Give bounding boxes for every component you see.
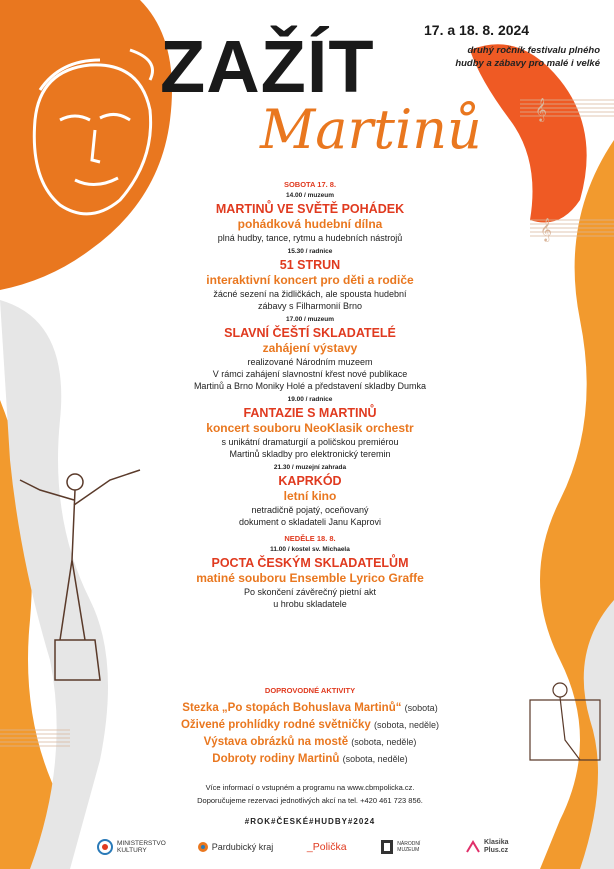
saturday-events [150, 192, 470, 528]
event-subtitle: letní kino [283, 489, 337, 503]
museum-emblem-icon [380, 839, 394, 855]
side-activity-name: Dobroty rodiny Martinů [212, 753, 340, 765]
side-activities-heading: DOPROVODNÉ AKTIVITY [264, 686, 356, 695]
event-description: Martinů skladby pro elektronický teremin [229, 449, 391, 459]
logo-policka [307, 841, 347, 853]
day-heading-sunday: NEDĚLE 18. 8. [284, 534, 336, 543]
event-title: SLAVNÍ ČEŠTÍ SKLADATELÉ [224, 326, 396, 340]
logo-label: MINISTERSTVO KULTURY [117, 840, 166, 854]
region-emblem-icon [197, 841, 209, 853]
event-subtitle: koncert souboru NeoKlasik orchestr [206, 421, 414, 435]
event-description: Po skončení závěrečný pietní akt [243, 587, 377, 597]
side-activity-name: Stezka „Po stopách Bohuslava Martinů“ [182, 702, 402, 714]
event-time: 19.00 / radnice [287, 396, 333, 403]
logo-ministerstvo-kultury [96, 838, 166, 856]
side-activity-item [120, 717, 500, 734]
event-title: 51 STRUN [279, 258, 341, 272]
event-title: MARTINŮ VE SVĚTĚ POHÁDEK [215, 202, 405, 216]
event-description: u hrobu skladatele [273, 599, 347, 609]
event-description: realizované Národním muzeem [247, 357, 373, 367]
day-heading-saturday: SOBOTA 17. 8. [283, 180, 337, 189]
festival-date: 17. a 18. 8. 2024 [424, 22, 530, 38]
side-activity-item [120, 734, 500, 751]
program-event [150, 396, 470, 460]
partner-logos [96, 834, 522, 860]
program-event [150, 192, 470, 244]
program [150, 178, 470, 610]
event-description: žácné sezení na židličkách, ale spousta hudební [213, 289, 407, 299]
event-subtitle: pohádková hudební dílna [237, 217, 383, 231]
event-description: zábavy s Filharmonií Brno [257, 301, 363, 311]
logo-label: Pardubický kraj [211, 842, 274, 852]
info-line-2: Doporučujeme rezervaci jednotlivých akcí na tel. +420 461 723 856. [197, 796, 423, 805]
logo-pardubicky-kraj [197, 841, 274, 853]
side-activity-days: (sobota, neděle) [351, 737, 417, 747]
program-event [150, 546, 470, 610]
logo-narodni-muzeum [380, 839, 431, 855]
subtitle-line-1: druhý ročník festivalu plného [467, 45, 600, 56]
festival-title-script: Martinů [260, 98, 482, 161]
event-description: dokument o skladateli Janu Kaprovi [238, 517, 382, 527]
subtitle-line-2: hudby a zábavy pro malé i velké [455, 58, 600, 69]
side-activity-name: Výstava obrázků na mostě [203, 736, 349, 748]
event-subtitle: zahájení výstavy [262, 341, 358, 355]
side-activity-days: (sobota, neděle) [373, 720, 440, 730]
svg-text:𝄞: 𝄞 [535, 97, 547, 121]
info-line-1: Více informací o vstupném a programu na www.cbmpolicka.cz. [205, 783, 415, 792]
event-description: netradičně pojatý, oceňovaný [251, 505, 369, 515]
event-time: 15.30 / radnice [287, 248, 333, 255]
logo-label: _Polička [306, 841, 347, 853]
event-title: POCTA ČESKÝM SKLADATELŮM [211, 556, 409, 570]
event-description: Martinů a Brno Moniky Holé a představení skladby Dumka [193, 381, 427, 391]
hashtag: #ROK#ČESKÉ#HUDBY#2024 [244, 817, 376, 826]
side-activities-list [120, 700, 500, 768]
side-activity-item [120, 700, 500, 717]
event-description: plná hudby, tance, rytmu a hudebních nástrojů [217, 233, 403, 243]
event-description: s unikátní dramaturgií a poličskou premiérou [221, 437, 399, 447]
program-event [150, 316, 470, 392]
svg-text:𝄞: 𝄞 [540, 217, 552, 241]
event-subtitle: matiné souboru Ensemble Lyrico Graffe [196, 571, 424, 585]
festival-subtitle [424, 44, 600, 70]
event-time: 21.30 / muzejní zahrada [273, 464, 347, 471]
logo-klasika-plus [465, 839, 522, 855]
side-activity-item [120, 751, 500, 768]
ministry-emblem-icon [96, 838, 114, 856]
info-text [160, 781, 460, 807]
program-event [150, 248, 470, 312]
event-title: KAPRKÓD [278, 474, 342, 488]
klasika-emblem-icon [465, 840, 481, 854]
program-event [150, 464, 470, 528]
event-description: V rámci zahájení slavnostní křest nové publikace [212, 369, 408, 379]
event-title: FANTAZIE S MARTINŮ [243, 406, 377, 420]
festival-title: ZAŽÍT [160, 25, 375, 108]
side-activity-days: (sobota, neděle) [342, 754, 408, 764]
event-subtitle: interaktivní koncert pro děti a rodiče [206, 273, 414, 287]
side-activity-name: Oživené prohlídky rodné světničky [180, 719, 371, 731]
side-activity-days: (sobota) [404, 703, 438, 713]
event-time: 11.00 / kostel sv. Michaela [270, 546, 350, 553]
logo-label: NÁRODNÍ MUZEUM [397, 841, 421, 853]
event-time: 14.00 / muzeum [285, 192, 335, 199]
logo-label: Klasika Plus.cz [483, 839, 509, 854]
sunday-events [150, 546, 470, 610]
event-time: 17.00 / muzeum [285, 316, 335, 323]
